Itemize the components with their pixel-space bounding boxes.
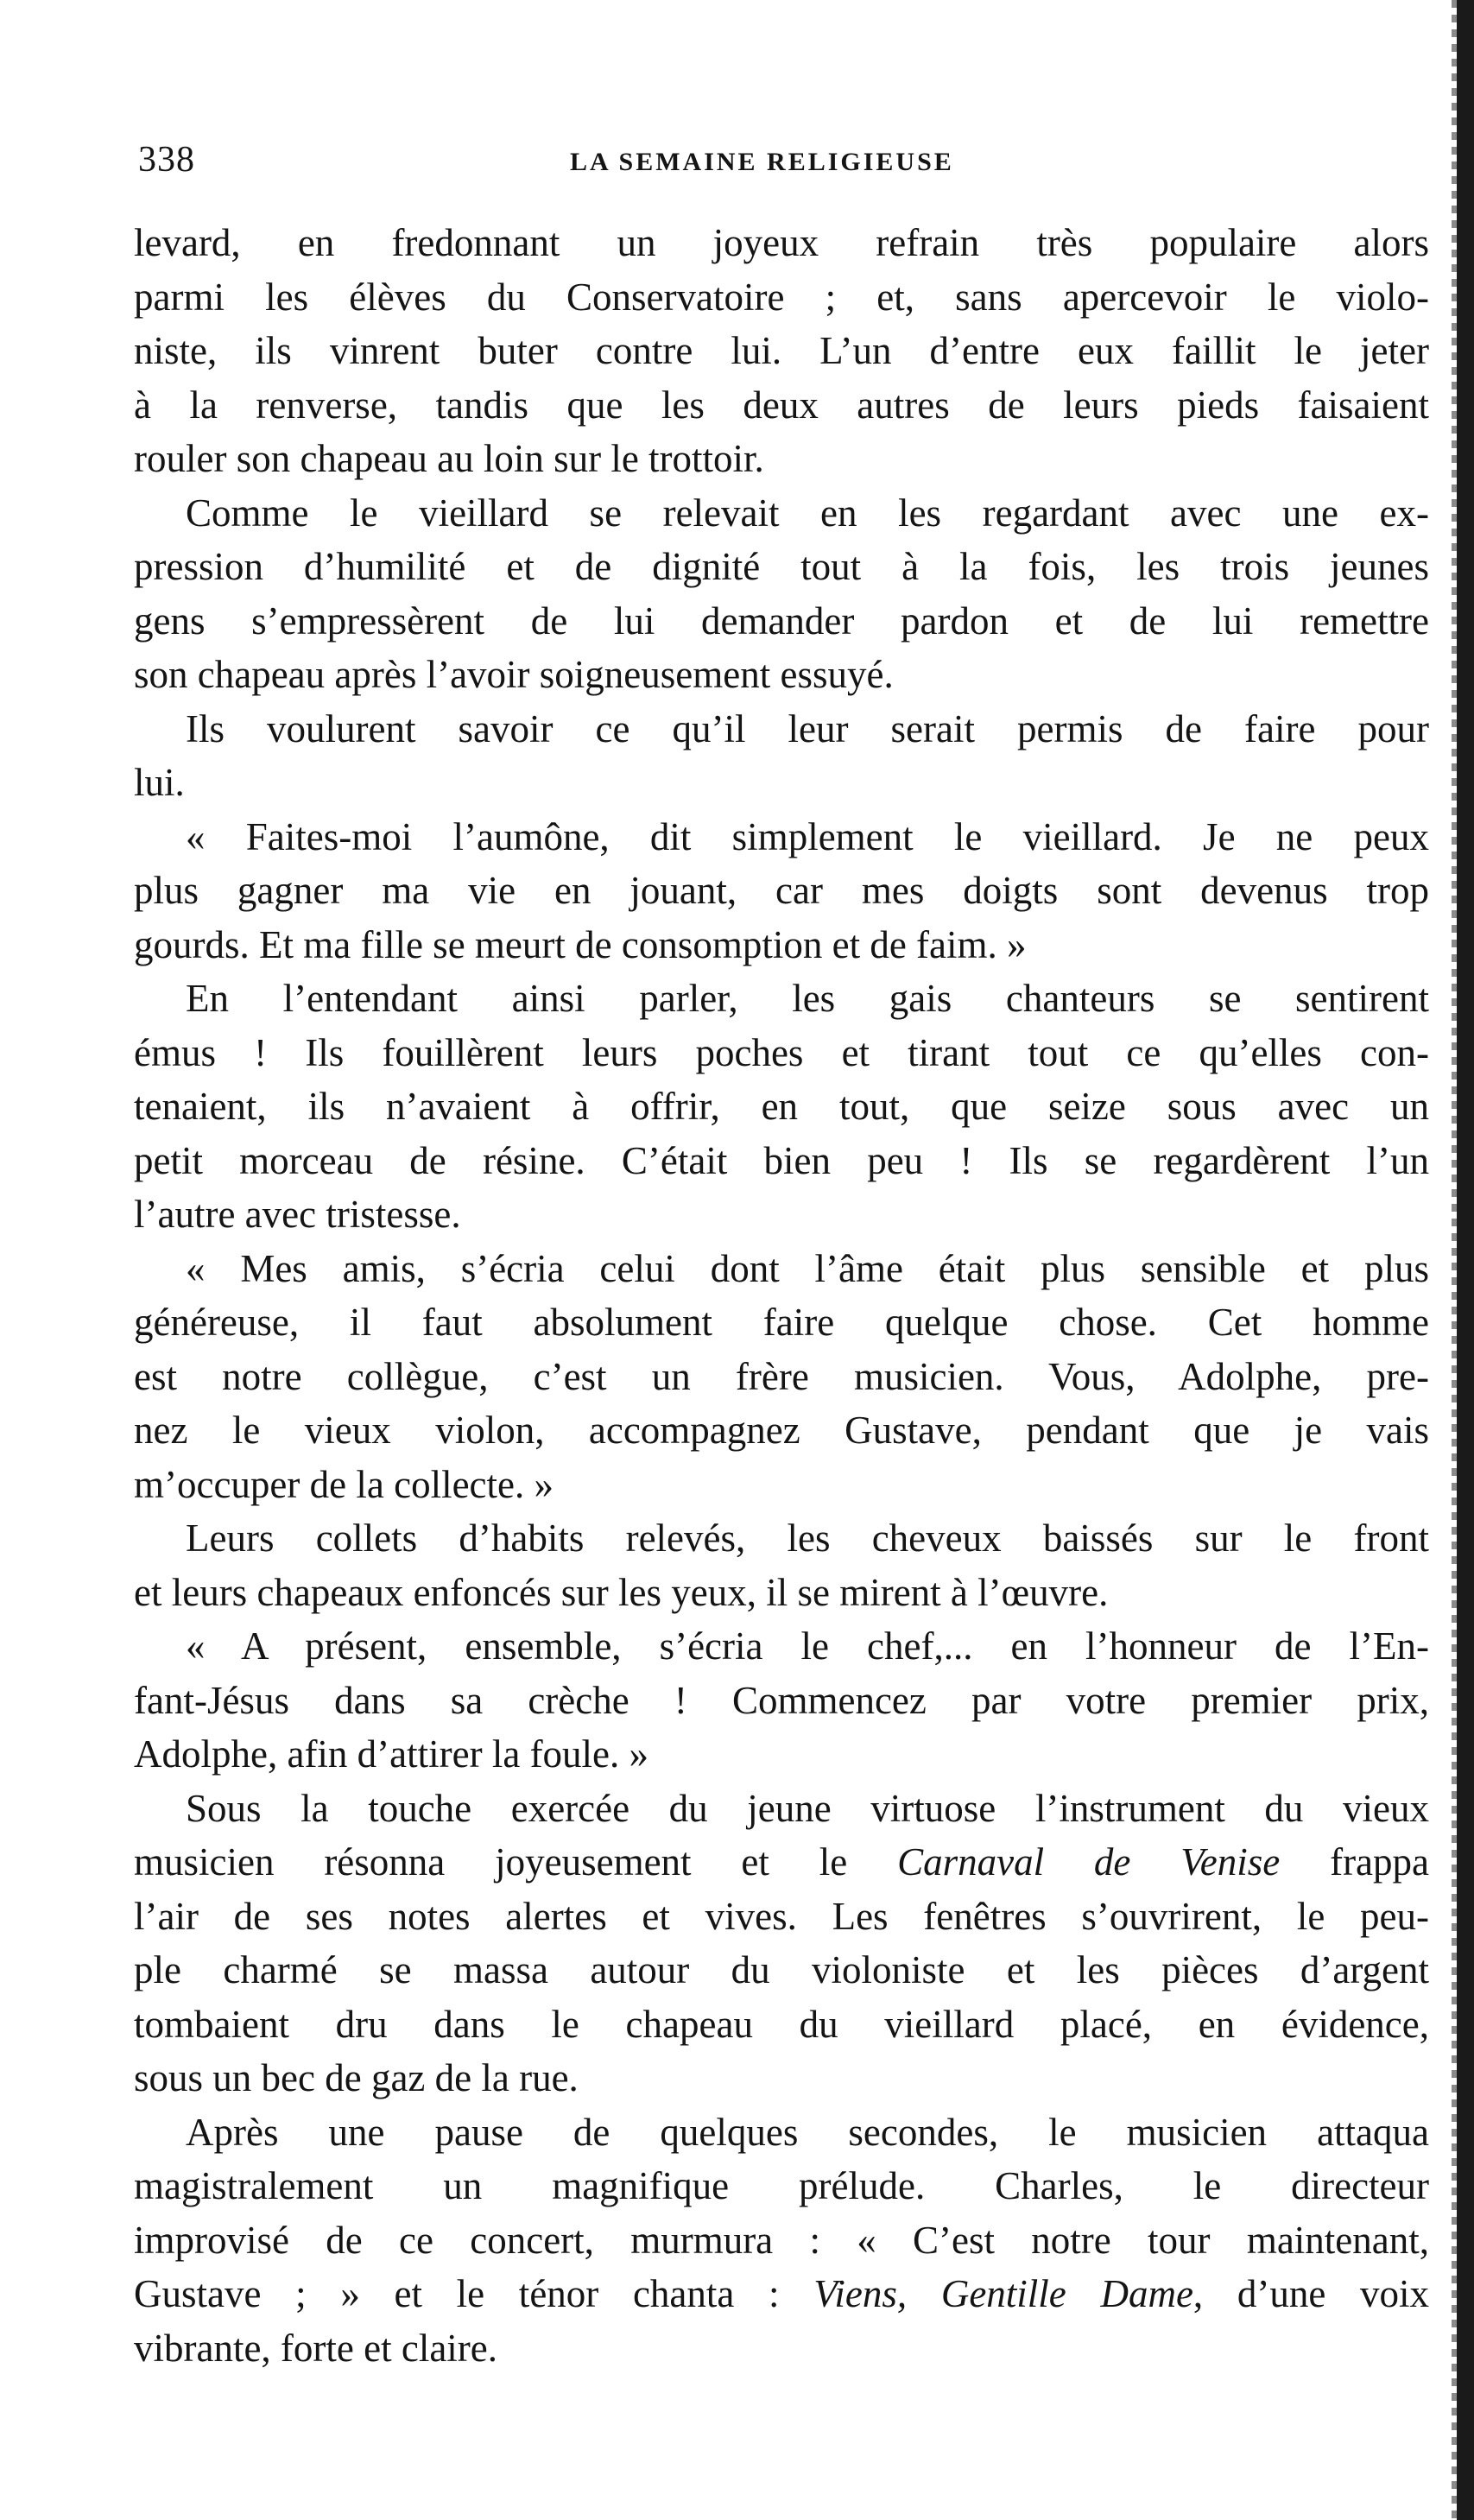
text-line	[134, 2267, 1429, 2321]
text-line: fant-Jésus dans sa crèche ! Commencez par votre premier prix,	[134, 1678, 1429, 1722]
text-line: lui.	[134, 761, 185, 804]
text-line: pression d’humilité et de dignité tout à la fois, les trois jeunes	[134, 545, 1429, 588]
text-line: m’occuper de la collecte. »	[134, 1462, 554, 1506]
text-line: son chapeau après l’avoir soigneusement essuyé.	[134, 653, 894, 696]
text-line: levard, en fredonnant un joyeux refrain très populaire alors	[134, 221, 1429, 264]
text-line: est notre collègue, c’est un frère musicien. Vous, Adolphe, pre-	[134, 1354, 1429, 1398]
page-edge	[1457, 0, 1474, 2520]
text-segment: musicien résonna joyeusement et le	[134, 1840, 898, 1884]
text-line: magistralement un magnifique prélude. Charles, le directeur	[134, 2164, 1429, 2207]
text-line: sous un bec de gaz de la rue.	[134, 2056, 579, 2099]
text-line: Ils voulurent savoir ce qu’il leur serait permis de faire pour	[186, 706, 1429, 750]
text-line: émus ! Ils fouillèrent leurs poches et tirant tout ce qu’elles con-	[134, 1030, 1429, 1074]
text-segment: frappa	[1280, 1840, 1430, 1884]
text-line: « Faites-moi l’aumône, dit simplement le vieillard. Je ne peux	[186, 814, 1429, 858]
text-line: Sous la touche exercée du jeune virtuose l’instrument du vieux	[186, 1786, 1429, 1830]
text-line: improvisé de ce concert, murmura : « C’est notre tour maintenant,	[134, 2218, 1429, 2262]
text-line: niste, ils vinrent buter contre lui. L’un d’entre eux faillit le jeter	[134, 329, 1429, 372]
text-line: généreuse, il faut absolument faire quelque chose. Cet homme	[134, 1301, 1429, 1344]
text-line: Comme le vieillard se relevait en les regardant avec une ex-	[186, 491, 1429, 535]
body-text	[134, 216, 1429, 2375]
text-line: tombaient dru dans le chapeau du vieillard placé, en évidence,	[134, 2002, 1429, 2046]
text-line: l’autre avec tristesse.	[134, 1193, 461, 1236]
italic-title: Viens, Gentille Dame	[813, 2272, 1193, 2315]
text-line: Leurs collets d’habits relevés, les cheveux baissés sur le front	[186, 1516, 1429, 1560]
text-line: plus gagner ma vie en jouant, car mes doigts sont devenus trop	[134, 869, 1429, 912]
page-number: 338	[138, 140, 195, 180]
text-line: vibrante, forte et claire.	[134, 2326, 498, 2370]
text-line: à la renverse, tandis que les deux autres de leurs pieds faisaient	[134, 383, 1429, 427]
page-header	[138, 138, 1433, 181]
text-line: l’air de ses notes alertes et vives. Les fenêtres s’ouvrirent, le peu-	[134, 1894, 1429, 1938]
text-line: Adolphe, afin d’attirer la foule. »	[134, 1732, 649, 1776]
text-line: tenaient, ils n’avaient à offrir, en tout, que seize sous avec un	[134, 1085, 1429, 1128]
text-line: En l’entendant ainsi parler, les gais chanteurs se sentirent	[186, 977, 1429, 1020]
running-head: LA SEMAINE RELIGIEUSE	[570, 148, 954, 176]
text-line: ple charmé se massa autour du violoniste et les pièces d’argent	[134, 1948, 1429, 1991]
text-line: Après une pause de quelques secondes, le musicien attaqua	[186, 2110, 1429, 2154]
text-line	[134, 1835, 1429, 1890]
text-line: rouler son chapeau au loin sur le trottoir.	[134, 437, 764, 480]
text-line: parmi les élèves du Conservatoire ; et, sans apercevoir le violo-	[134, 275, 1429, 319]
text-segment: , d’une voix	[1192, 2272, 1429, 2315]
italic-title: Carnaval de Venise	[897, 1840, 1281, 1884]
text-segment: Gustave ; » et le ténor chanta :	[134, 2272, 814, 2315]
text-line: nez le vieux violon, accompagnez Gustave, pendant que je vais	[134, 1409, 1429, 1452]
text-line: « Mes amis, s’écria celui dont l’âme était plus sensible et plus	[186, 1246, 1429, 1290]
text-line: « A présent, ensemble, s’écria le chef,... en l’honneur de l’En-	[186, 1624, 1429, 1668]
text-line: et leurs chapeaux enfoncés sur les yeux, il se mirent à l’œuvre.	[134, 1570, 1109, 1614]
text-line: gens s’empressèrent de lui demander pardon et de lui remettre	[134, 598, 1429, 643]
text-line: gourds. Et ma fille se meurt de consomption et de faim. »	[134, 922, 1027, 966]
text-line: petit morceau de résine. C’était bien peu ! Ils se regardèrent l’un	[134, 1138, 1429, 1182]
